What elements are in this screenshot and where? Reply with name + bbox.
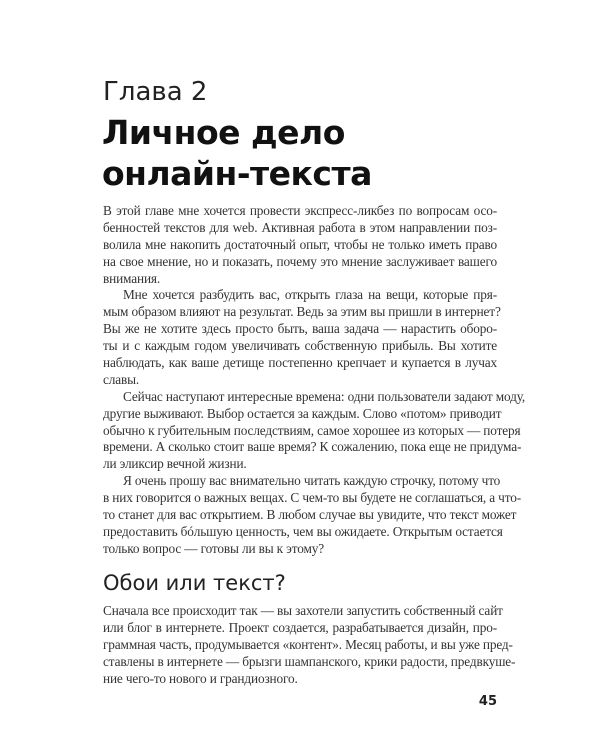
chapter-title [102, 112, 372, 194]
text-line: или блог в интернете. Проект создается, разрабатывается дизайн, про- [103, 619, 497, 635]
text-line: волила мне накопить достаточный опыт, чтобы не только иметь право [103, 236, 497, 252]
page-number: 45 [478, 694, 497, 709]
text-line: ли эликсир вечной жизни. [103, 456, 247, 472]
text-line: обычно к губительным последствиям, самое хорошее из которых — потеря [103, 422, 521, 438]
text-line: ние чего-то нового и грандиозного. [103, 670, 298, 686]
title-line: Личное дело [102, 113, 345, 152]
text-line: граммная часть, продумывается «контент». Месяц работы, и вы уже пред- [103, 636, 513, 652]
text-line: в них говорится о важных вещах. С чем-то вы будете не соглашаться, а что- [103, 490, 521, 506]
text-line: мым образом влияют на результат. Ведь за этим вы пришли в интернет? [103, 304, 501, 320]
intro-text [103, 203, 526, 558]
text-line: Вы же не хотите здесь просто быть, ваша задача — нарастить оборо- [103, 321, 497, 337]
title-line: онлайн-текста [102, 154, 372, 193]
text-line: времени. А сколько стоит ваше время? К сожалению, пока еще не придума- [103, 439, 522, 455]
text-line: Сначала все происходит так — вы захотели запустить собственный сайт [103, 603, 503, 618]
section-text [103, 603, 516, 687]
text-line: славы. [103, 371, 140, 387]
chapter-label: Глава 2 [103, 77, 208, 107]
text-line: ставлены в интернете — брызги шампанского, крики радости, предвкуше- [103, 653, 516, 669]
text-line: только вопрос — готовы ли вы к этому? [103, 540, 324, 556]
text-line: внимания. [103, 270, 161, 286]
section-heading: Обои или текст? [103, 571, 286, 595]
text-line: Я очень прошу вас внимательно читать каждую строчку, потому что [123, 473, 501, 489]
text-line: другие выживают. Выбор остается за каждым. Слово «потом» приводит [103, 405, 502, 421]
text-line: В этой главе мне хочется провести экспресс-ликбез по вопросам осо- [103, 203, 497, 218]
text-line: предоставить бóльшую ценность, чем вы ожидаете. Открытым остается [103, 523, 503, 539]
text-line: Сейчас наступают интересные времена: одни пользователи задают моду, [123, 388, 526, 404]
text-line: ты и с каждым годом увеличивать собственную прибыль. Вы хотите [103, 338, 497, 354]
text-line: то станет для вас открытием. В любом случае вы увидите, что текст может [103, 507, 517, 523]
text-line: бенностей текстов для web. Активная работа в этом направлении поз- [103, 219, 497, 235]
text-line: на свое мнение, но и показать, почему это мнение заслуживает вашего [103, 253, 497, 269]
text-line: Мне хочется разбудить вас, открыть глаза на вещи, которые пря- [123, 287, 497, 303]
text-line: наблюдать, как ваше детище постепенно крепчает и купается в лучах [103, 355, 497, 371]
